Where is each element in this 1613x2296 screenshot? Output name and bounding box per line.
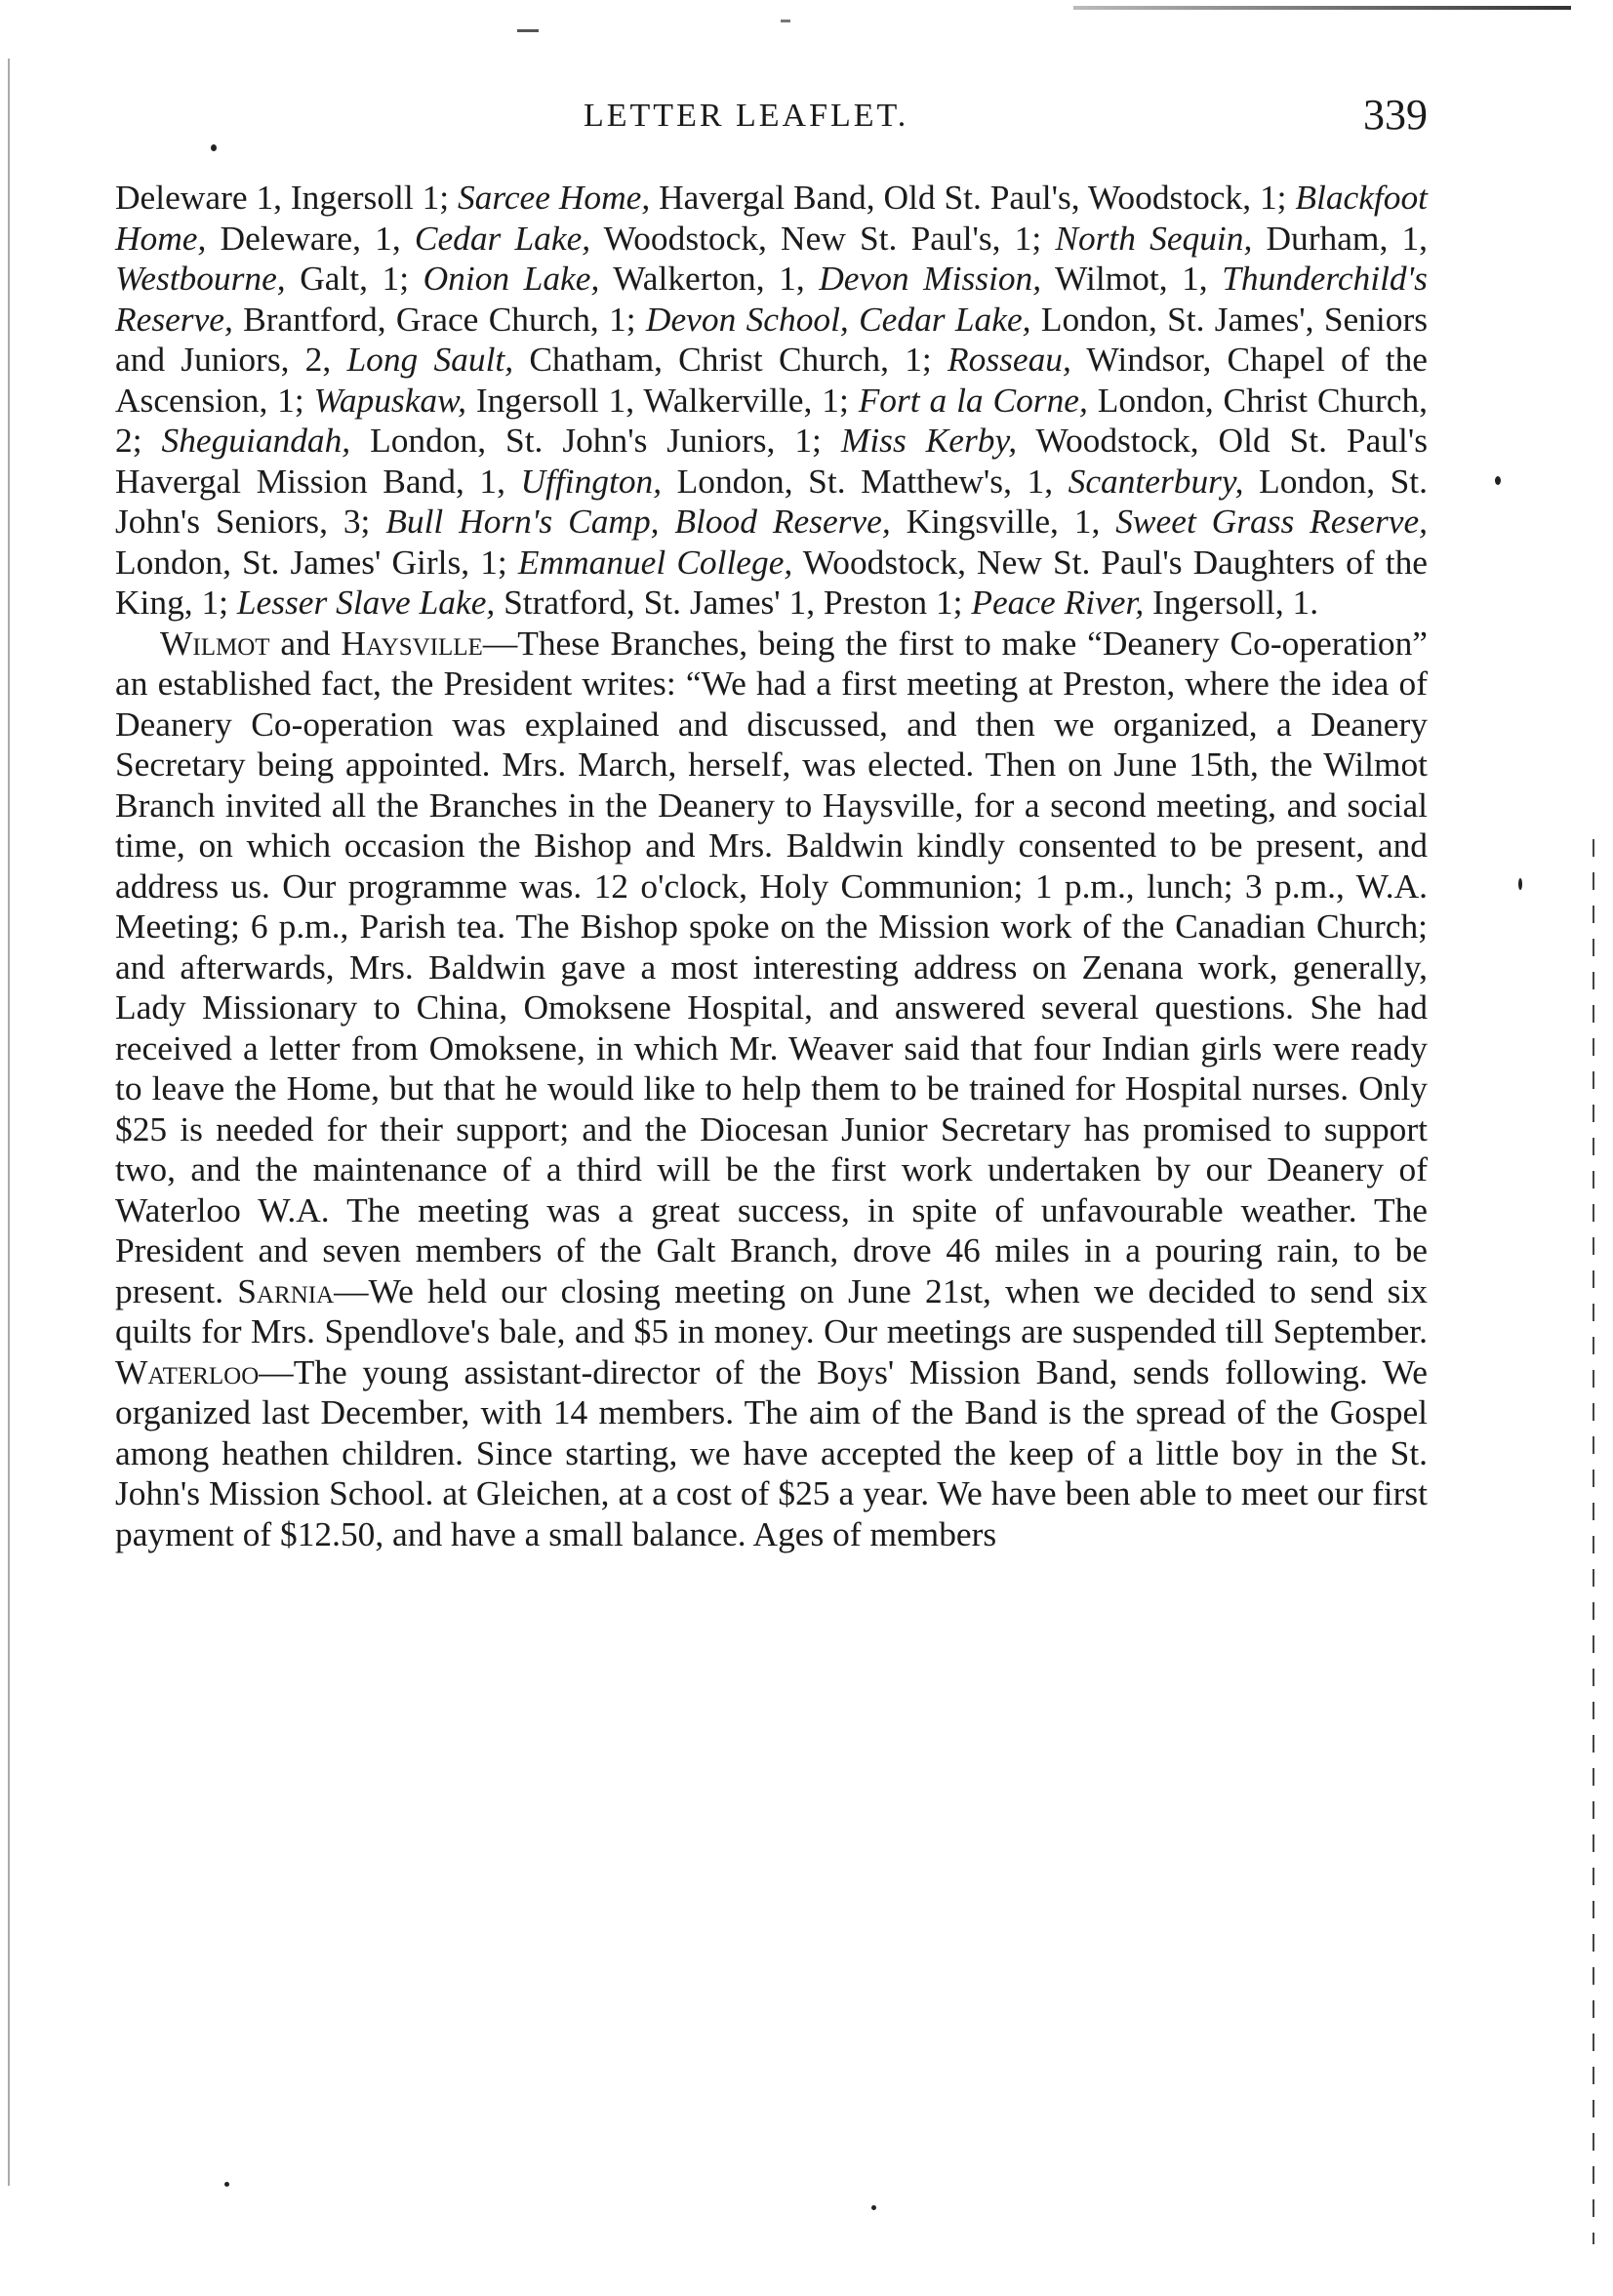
place-name: Fort a la Corne,: [858, 380, 1088, 420]
text-run: Walkerton, 1,: [599, 259, 820, 298]
scan-edge-left: [8, 59, 10, 2186]
text-run: Kingsville, 1,: [890, 502, 1116, 541]
place-name: Emmanuel College,: [517, 542, 793, 582]
text-run: Woodstock, Old St. Paul's Havergal Mission Band, 1,: [115, 421, 1428, 501]
text-run: Chatham, Christ Church, 1;: [513, 340, 948, 379]
place-name: Scanterbury,: [1068, 461, 1244, 501]
place-name: Sweet Grass Reserve,: [1115, 502, 1428, 541]
text-run: Galt, 1;: [285, 259, 423, 298]
branch-name: Sarnia: [237, 1270, 335, 1310]
running-head: LETTER LEAFLET.: [584, 98, 909, 134]
text-run: London, St. John's Juniors, 1;: [350, 421, 841, 460]
scan-speck: [1495, 476, 1501, 485]
text-run: Havergal Band, Old St. Paul's, Woodstock, 1;: [650, 178, 1296, 217]
place-name: Lesser Slave Lake,: [236, 583, 496, 622]
scan-artifact-dash: [781, 20, 790, 22]
body-text: [115, 178, 1428, 1554]
text-run: London, Christ Church, 2;: [115, 380, 1428, 460]
branch-name: Waterloo: [115, 1351, 260, 1391]
place-name: Uffington,: [520, 461, 663, 501]
place-name: Rosseau,: [948, 340, 1071, 379]
page-header: [115, 90, 1428, 148]
text-run: Ingersoll 1, Walkerville, 1;: [465, 380, 859, 420]
text-run: London, St. James', Seniors and Juniors, 2,: [115, 299, 1428, 379]
place-name: Devon Mission,: [819, 259, 1042, 298]
place-name: North Sequin,: [1055, 218, 1253, 258]
place-name: Blackfoot Home,: [115, 178, 1428, 258]
place-name: Wapuskaw,: [313, 380, 466, 420]
place-name: Westbourne,: [115, 259, 286, 298]
text-run: and: [269, 623, 342, 663]
place-name: Sheguiandah,: [161, 421, 351, 460]
place-name: Peace River,: [971, 583, 1145, 622]
text-run: Ingersoll, 1.: [1144, 583, 1319, 622]
place-name: Devon School, Cedar Lake,: [645, 299, 1031, 339]
paragraph-donations-list: [115, 178, 1428, 624]
text-run: Windsor, Chapel of the Ascension, 1;: [115, 340, 1428, 420]
place-name: Onion Lake,: [423, 259, 600, 298]
scan-speck: [224, 2182, 229, 2187]
text-run: Stratford, St. James' 1, Preston 1;: [495, 583, 972, 622]
text-run: Deleware, 1,: [206, 218, 415, 258]
text-run: London, St. John's Seniors, 3;: [115, 461, 1428, 541]
text-run: Deleware 1, Ingersoll 1;: [115, 178, 458, 217]
place-name: Thunderchild's Reserve,: [115, 259, 1428, 339]
text-run: —These Branches, being the first to make “Deanery Co-operation” an established fact, the President writes: “We had a first meeting at Preston, where the idea of Deanery Co-operation was explained and discussed, and then we organized, a Deanery Secretary being appointed. Mrs. March, herself, was elected. Then on June 15th, the Wilmot Branch invited all the Branches in the Deanery to Haysville, for a second meeting, and social time, on which occasion the Bishop and Mrs. Baldwin kindly consented to be present, and address us. Our programme was. 12 o'clock, Holy Communion; 1 p.m., lunch; 3 p.m., W.A. Meeting; 6 p.m., Parish tea. The Bishop spoke on the Mission work of the Canadian Church; and afterwards, Mrs. Baldwin gave a most interesting address on Zenana work, generally, Lady Missionary to China, Omoksene Hospital, and answered several questions. She had received a letter from Omoksene, in which Mr. Weaver said that four Indian girls were ready to leave the Home, but that he would like to help them to be trained for Hospital nurses. Only $25 is needed for their support; and the Diocesan Junior Secretary has promised to support two, and the maintenance of a third will be the first work undertaken by our Deanery of Waterloo W.A. The meeting was a great success, in spite of unfavourable weather. The President and seven members of the Galt Branch, drove 46 miles in a pouring rain, to be present.: [115, 623, 1428, 1310]
place-name: Cedar Lake,: [414, 218, 591, 258]
text-run: Woodstock, New St. Paul's, 1;: [590, 218, 1056, 258]
place-name: Miss Kerby,: [840, 421, 1018, 460]
place-name: Long Sault,: [346, 340, 514, 379]
text-run: London, St. James' Girls, 1;: [115, 542, 518, 582]
text-run: Brantford, Grace Church, 1;: [232, 299, 646, 339]
scan-artifact-rule: [1073, 6, 1571, 10]
text-run: Durham, 1,: [1252, 218, 1429, 258]
branch-name: Haysville: [341, 623, 483, 663]
scan-edge-right: [1593, 839, 1594, 2244]
page-number: 339: [1363, 91, 1428, 139]
text-run: Woodstock, New St. Paul's Daughters of the King, 1;: [115, 542, 1428, 622]
place-name: Sarcee Home,: [457, 178, 651, 217]
scan-speck: [871, 2205, 876, 2210]
branch-name: Wilmot: [160, 623, 270, 663]
paragraph-branch-reports: [115, 624, 1428, 1555]
scan-artifact-dash: [517, 29, 539, 32]
text-run: London, St. Matthew's, 1,: [662, 461, 1069, 501]
text-run: —The young assistant-director of the Boys' Mission Band, sends following. We organized last December, with 14 members. The aim of the Band is the spread of the Gospel among heathen children. Since starting, we have accepted the keep of a little boy in the St. John's Mission School. at Gleichen, at a cost of $25 a year. We have been able to meet our first payment of $12.50, and have a small balance. Ages of members: [115, 1351, 1428, 1553]
scan-speck: [1518, 878, 1522, 890]
place-name: Bull Horn's Camp, Blood Reserve,: [385, 502, 891, 541]
text-run: —We held our closing meeting on June 21st, when we decided to send six quilts for Mrs. Spendlove's bale, and $5 in money. Our meetings are suspended till September.: [115, 1270, 1428, 1350]
text-run: Wilmot, 1,: [1041, 259, 1223, 298]
